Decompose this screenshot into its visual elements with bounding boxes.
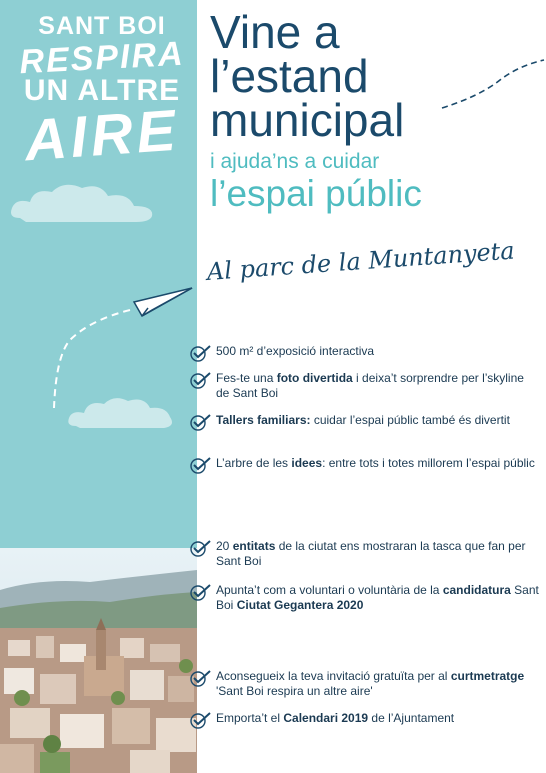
list-item [190,669,540,699]
list-item [190,456,540,474]
location-title: Al parc de la Muntanyeta [206,236,516,286]
headline-subline: i ajuda’ns a cuidar [210,150,380,173]
emphasis-text: Tallers familiars: [216,413,311,427]
list-item-text [216,669,540,699]
emphasis-text: curtmetratge [450,669,525,683]
emphasis-text: candidatura [442,583,511,597]
check-icon [190,344,212,362]
headline-line-3: municipal [210,94,405,146]
text-segment: Emporta’t el [216,711,284,725]
headline-line-4: l’espai públic [210,173,422,214]
text-segment: de la ciutat ens mostraran la tasca que fan per Sant Boi [216,539,526,568]
text-segment: Fes-te una [216,371,277,385]
list-item-text [216,371,540,401]
list-item-text [216,583,540,613]
list-item-text [216,413,510,431]
flight-path-top [440,56,546,116]
list-item [190,539,540,569]
emphasis-text: entitats [232,539,276,553]
cloud-icon [66,392,176,430]
check-icon [190,413,212,431]
list-item-text [216,539,540,569]
cloud-icon [8,178,158,223]
text-segment: Sant Boi [216,583,539,612]
headline-line-1: Vine a [210,6,340,58]
emphasis-text: idees [291,456,323,470]
text-segment: 'Sant Boi respira un altre aire' [216,684,373,698]
text-segment: : entre tots i totes millorem l’espai públic [322,456,535,470]
list-item-text [216,711,454,729]
logo-line-3: UN ALTRE [23,74,181,107]
list-item [190,711,540,729]
list-item [190,371,540,401]
logo-line-4: AIRE [22,97,182,174]
text-segment: Aconsegueix la teva invitació gratuïta per al [216,669,451,683]
check-icon [190,456,212,474]
list-item [190,413,540,431]
emphasis-text: Ciutat Gegantera 2020 [236,598,364,612]
text-segment: cuidar l’espai públic també és divertit [310,413,510,427]
check-icon [190,371,212,389]
check-icon [190,539,212,557]
list-item-text [216,456,535,474]
list-item-text [216,344,374,362]
logo-line-1: SANT BOI [38,12,166,40]
check-icon [190,711,212,729]
text-segment: L’arbre de les [216,456,292,470]
headline-line-2: l’estand [210,50,369,102]
emphasis-text: Calendari 2019 [283,711,369,725]
check-icon [190,583,212,601]
emphasis-text: foto divertida [276,371,353,385]
text-segment: 500 m² d’exposició interactiva [216,344,375,358]
text-segment: de l’Ajuntament [368,711,455,725]
paper-plane-icon [30,280,200,410]
logo [12,12,192,174]
list-item [190,583,540,613]
text-segment: Apunta’t com a voluntari o voluntària de la [216,583,443,597]
check-icon [190,669,212,687]
text-segment: i deixa’t sorprendre per l’skyline de Sant Boi [216,371,524,400]
text-segment: 20 [216,539,233,553]
town-photo [0,548,197,773]
logo-line-2: RESPIRA [18,34,186,82]
list-item [190,344,540,362]
